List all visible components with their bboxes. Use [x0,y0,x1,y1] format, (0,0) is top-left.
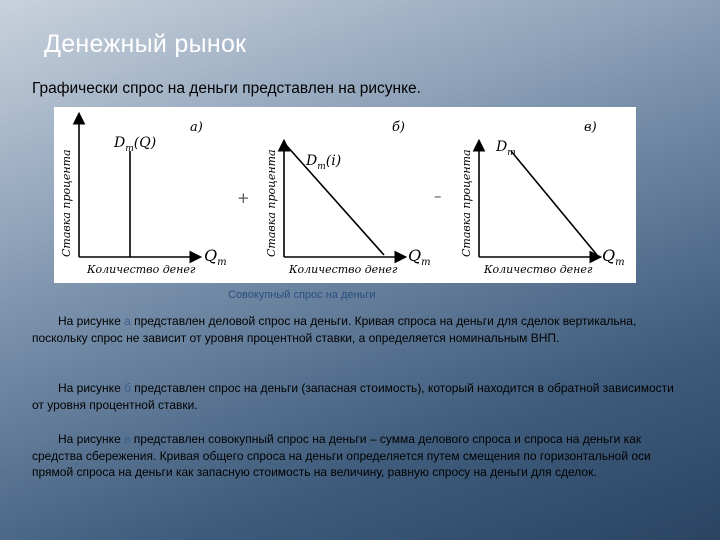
paragraph-3-lead: На рисунке [58,432,125,446]
figure-caption: Совокупный спрос на деньги [228,289,376,301]
panel-b-x-axis-label: Количество денег [289,263,398,276]
panel-c-letter: в) [584,120,597,135]
panel-a-curve-label: $D_m(Q)$ [114,135,157,154]
paragraph-2-lead: На рисунке [58,381,125,395]
paragraph-transactions-demand [32,313,682,346]
panel-c-x-axis-label: Количество денег [484,263,593,276]
paragraph-1-marker: а [124,314,131,328]
money-demand-graphs [54,107,636,283]
paragraph-total-demand [32,431,682,481]
panel-a-y-axis-label: Ставка процента [60,149,73,257]
operator-minus: – [434,187,442,205]
panel-b-curve-label: $D_m(i)$ [306,153,342,172]
paragraph-1-lead: На рисунке [58,314,125,328]
panel-c-curve-label: $D_m$ [496,139,516,158]
slide-title: Денежный рынок [44,30,247,58]
panel-b-y-axis-label: Ставка процента [265,149,278,257]
money-demand-figure [54,107,636,283]
panel-b-x-var: $Q_m$ [408,246,431,268]
paragraph-1-body: представлен деловой спрос на деньги. Кривая спроса на деньги для сделок вертикальна, поскольку спрос не зависит от уровня процентной ставки, а определяется номинальным ВНП. [32,314,637,345]
slide-subtitle: Графически спрос на деньги представлен на рисунке. [32,80,421,97]
paragraph-3-marker: в [124,432,131,446]
panel-b [265,120,431,276]
paragraph-asset-demand [32,380,682,413]
operator-plus: + [237,189,250,207]
panel-c [460,120,625,276]
paragraph-3-body: представлен совокупный спрос на деньги – сумма делового спроса и спроса на деньги как средства сбережения. Кривая общего спроса на деньги определяется путем смещения по горизонтальной оси прямой спроса на деньги как запасную стоимость на величину, равную спросу на деньги для сделок. [32,432,651,479]
panel-c-x-var: $Q_m$ [602,246,625,268]
panel-b-letter: б) [392,120,406,135]
panel-a-x-var: $Q_m$ [204,246,227,268]
panel-a-letter: а) [190,120,203,135]
panel-a-x-axis-label: Количество денег [87,263,196,276]
paragraph-2-body: представлен спрос на деньги (запасная стоимость), который находится в обратной зависимости от уровня процентной ставки. [32,381,674,412]
panel-c-y-axis-label: Ставка процента [460,149,473,257]
panel-c-demand-curve [511,151,597,255]
paragraph-2-marker: б [124,381,131,395]
panel-a [60,115,227,276]
